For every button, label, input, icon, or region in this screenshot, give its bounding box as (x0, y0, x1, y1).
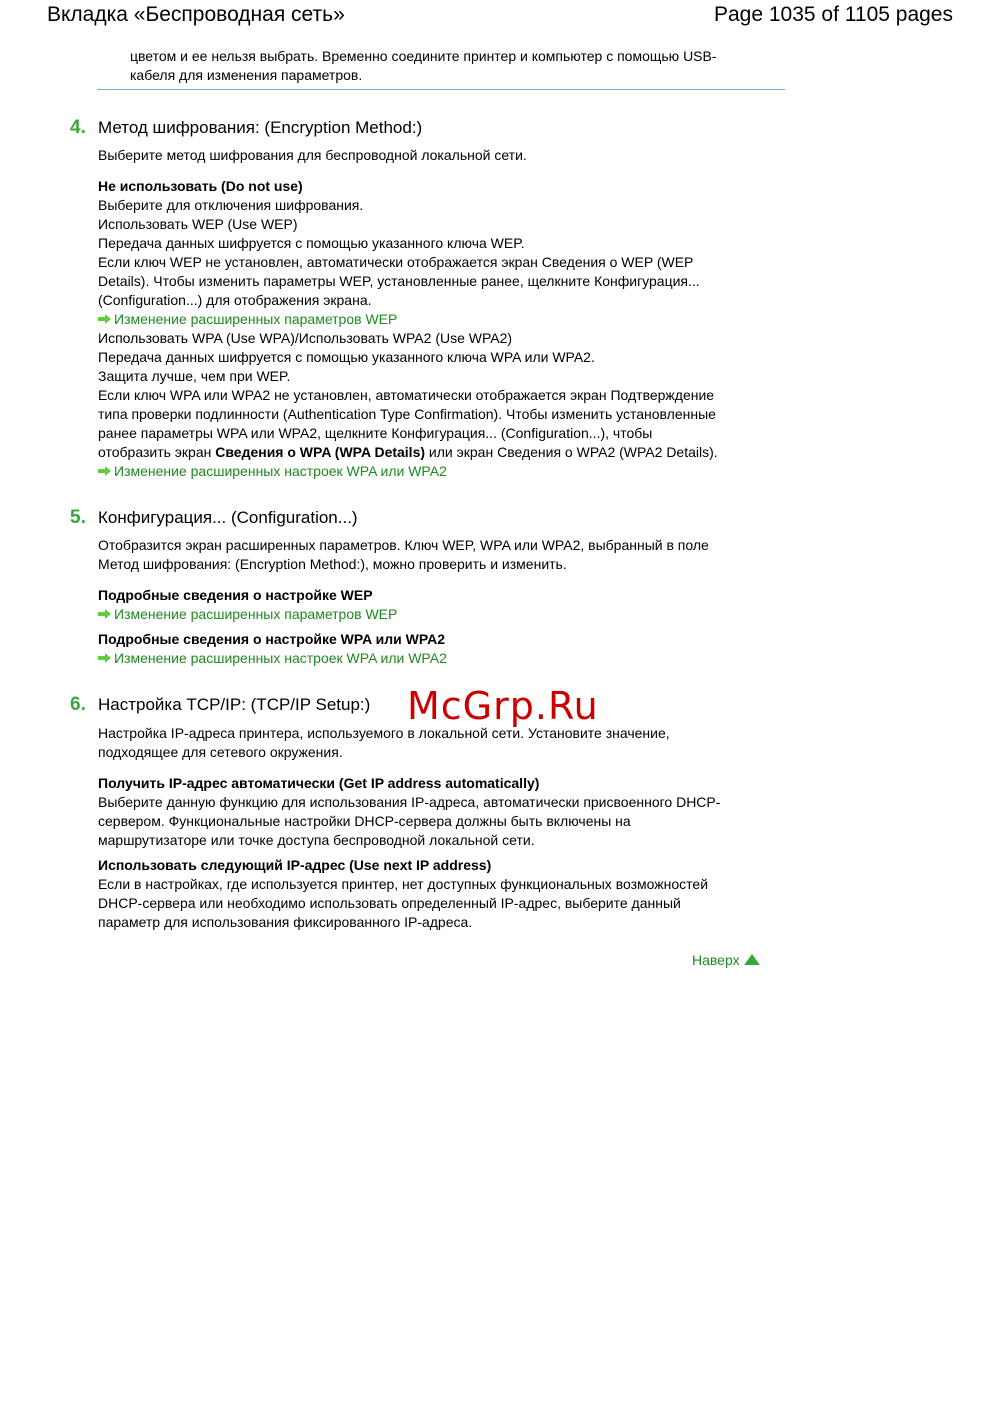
text-line: Использовать WEP (Use WEP) (98, 216, 298, 232)
back-to-top-link[interactable] (692, 951, 760, 970)
link-wpa-settings[interactable] (98, 649, 447, 668)
wpa-details-reference: Сведения о WPA (WPA Details) (215, 444, 426, 460)
page-counter: Page 1035 of 1105 pages (714, 3, 953, 26)
text-line: Передача данных шифруется с помощью указанного ключа WPA или WPA2. (98, 349, 595, 365)
step-description: Выберите метод шифрования для беспроводной локальной сети. (98, 147, 527, 163)
text-line: Передача данных шифруется с помощью указанного ключа WEP. (98, 235, 525, 251)
watermark-logo: McGrp.Ru (407, 684, 599, 728)
arrow-right-icon (98, 314, 112, 324)
subheading: Подробные сведения о настройке WEP (98, 587, 373, 603)
text-line: Использовать WPA (Use WPA)/Использовать WPA2 (Use WPA2) (98, 330, 513, 346)
link-label: Изменение расширенных параметров WEP (114, 606, 398, 622)
step-title: Метод шифрования: (Encryption Method:) (98, 118, 423, 137)
text-line: Метод шифрования: (Encryption Method:), можно проверить и изменить. (98, 556, 567, 572)
step-number: 6. (70, 694, 86, 715)
text-line: Если в настройках, где используется принтер, нет доступных функциональных возможностей (98, 876, 709, 892)
intro-paragraph (130, 47, 780, 85)
text-line: (Configuration...) для отображения экрана. (98, 292, 372, 308)
step-title: Конфигурация... (Configuration...) (98, 508, 358, 527)
link-wpa-settings[interactable] (98, 462, 447, 481)
page-header-title: Вкладка «Беспроводная сеть» (47, 3, 345, 26)
option-title: Не использовать (Do not use) (98, 178, 303, 194)
step-number: 4. (70, 117, 86, 138)
text-segment: или экран Сведения о WPA2 (WPA2 Details). (425, 444, 718, 460)
arrow-right-icon (98, 466, 112, 476)
text-line: Отобразится экран расширенных параметров. Ключ WEP, WPA или WPA2, выбранный в поле (98, 537, 709, 553)
text-line: типа проверки подлинности (Authentication Type Confirmation). Чтобы изменить установленные (98, 406, 716, 422)
link-wep-settings[interactable] (98, 605, 397, 624)
text-line: Если ключ WEP не установлен, автоматически отображается экран Сведения о WEP (WEP (98, 254, 694, 270)
text-line: маршрутизаторе или точке доступа беспроводной локальной сети. (98, 832, 535, 848)
link-label: Изменение расширенных настроек WPA или WPA2 (114, 463, 447, 479)
link-wep-settings[interactable] (98, 310, 397, 329)
link-label: Изменение расширенных параметров WEP (114, 311, 398, 327)
arrow-right-icon (98, 653, 112, 663)
text-line: параметр для использования фиксированного IP-адреса. (98, 914, 473, 930)
subheading: Подробные сведения о настройке WPA или WPA2 (98, 631, 446, 647)
text-line: ранее параметры WPA или WPA2, щелкните Конфигурация... (Configuration...), чтобы (98, 425, 653, 441)
text-line: DHCP-сервера или необходимо использовать определенный IP-адрес, выберите данный (98, 895, 681, 911)
section-divider (97, 89, 785, 90)
text-line: Если ключ WPA или WPA2 не установлен, автоматически отображается экран Подтверждение (98, 387, 715, 403)
subheading: Получить IP-адрес автоматически (Get IP address automatically) (98, 775, 540, 791)
text-line: Настройка IP-адреса принтера, используемого в локальной сети. Установите значение, (98, 725, 670, 741)
text-segment: отобразить экран (98, 444, 216, 460)
text-line: Details). Чтобы изменить параметры WEP, установленные ранее, щелкните Конфигурация... (98, 273, 700, 289)
subheading: Использовать следующий IP-адрес (Use next IP address) (98, 857, 492, 873)
intro-line: цветом и ее нельзя выбрать. Временно соедините принтер и компьютер с помощью USB- (130, 48, 717, 64)
text-line: сервером. Функциональные настройки DHCP-сервера должны быть включены на (98, 813, 631, 829)
back-to-top-label: Наверх (692, 952, 740, 968)
step-title: Настройка TCP/IP: (TCP/IP Setup:) (98, 695, 371, 714)
text-line: Выберите для отключения шифрования. (98, 197, 364, 213)
arrow-right-icon (98, 609, 112, 619)
triangle-up-icon (744, 954, 760, 965)
text-line (98, 443, 718, 462)
intro-line: кабеля для изменения параметров. (130, 67, 363, 83)
step-number: 5. (70, 507, 86, 528)
text-line: Выберите данную функцию для использования IP-адреса, автоматически присвоенного DHCP- (98, 794, 721, 810)
text-line: подходящее для сетевого окружения. (98, 744, 343, 760)
text-line: Защита лучше, чем при WEP. (98, 368, 291, 384)
link-label: Изменение расширенных настроек WPA или WPA2 (114, 650, 447, 666)
